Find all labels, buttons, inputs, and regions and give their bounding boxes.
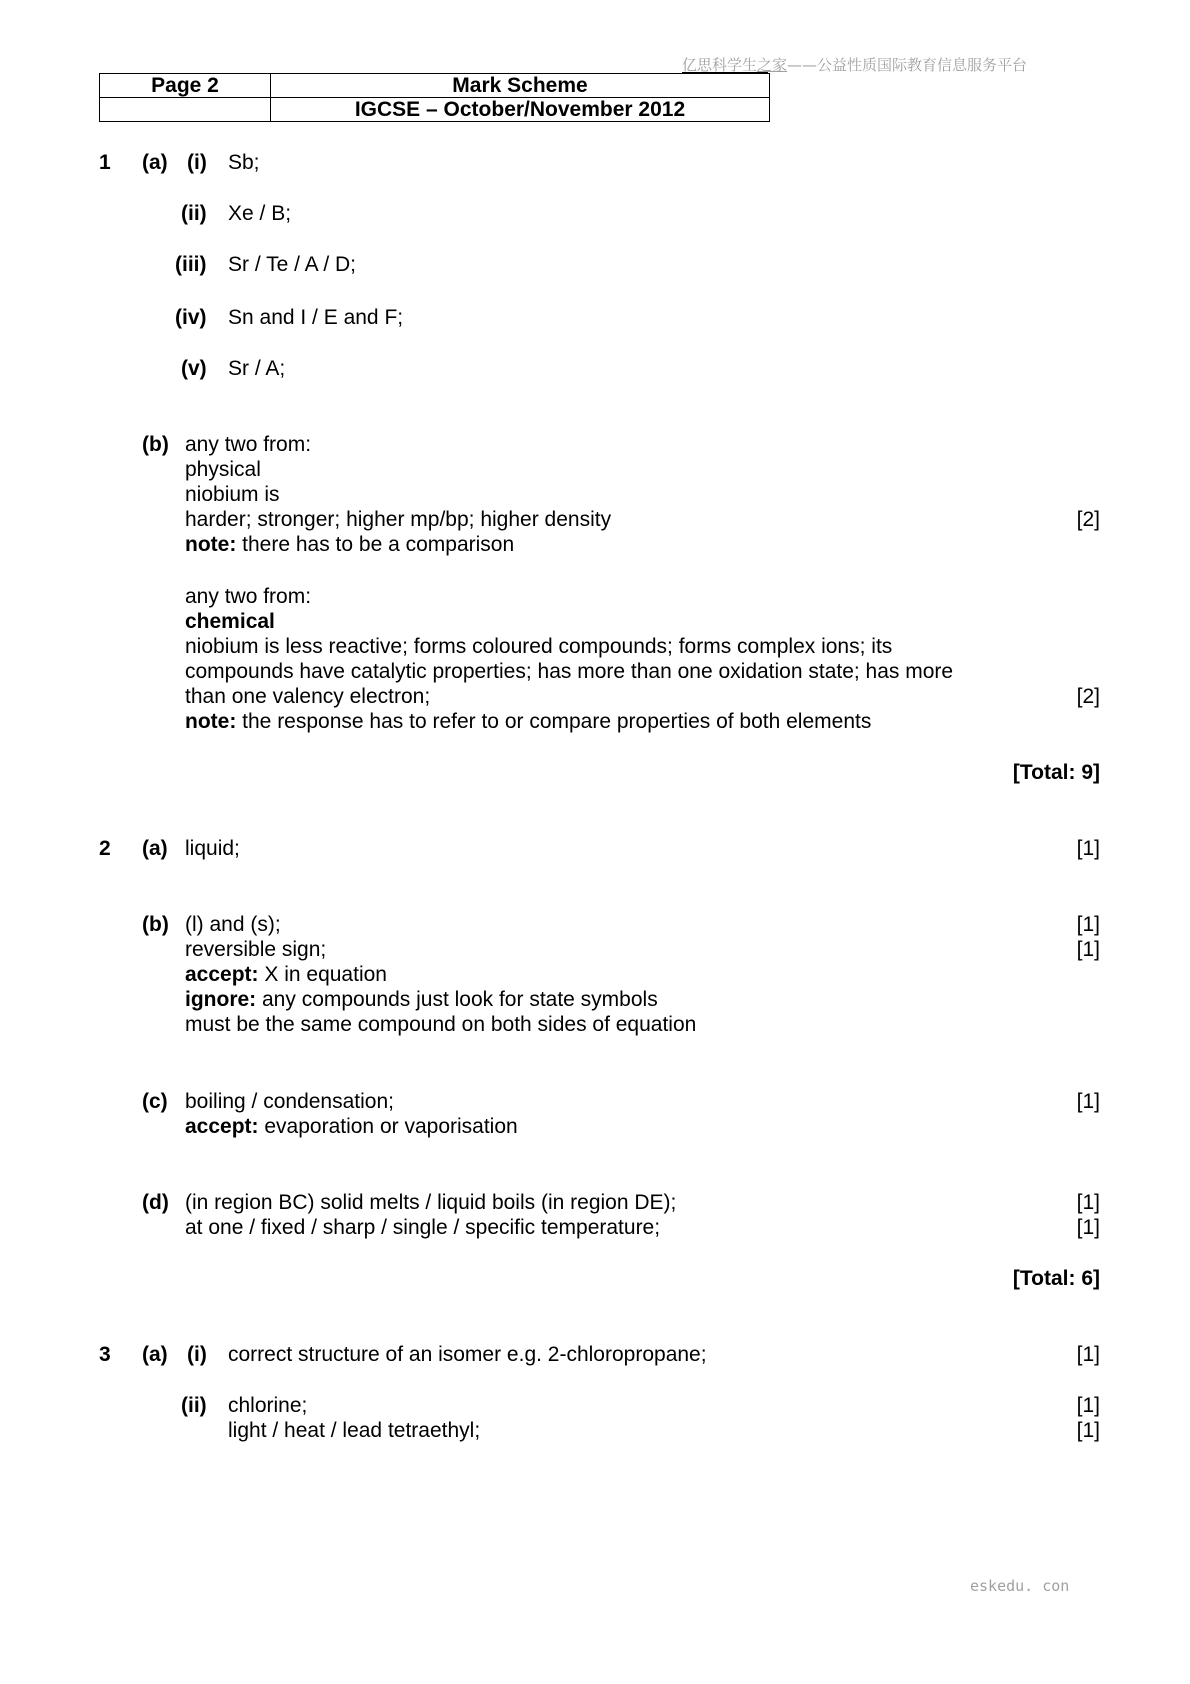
q2-b-accept: accept: X in equation: [185, 963, 387, 986]
q2-b-mark: [1]: [1076, 938, 1100, 961]
q2-number: 2: [99, 837, 111, 860]
q3-a-ii-line: light / heat / lead tetraethyl;: [228, 1419, 481, 1442]
q1-b-line: compounds have catalytic properties; has more than one oxidation state; has more: [185, 660, 954, 683]
watermark-top: 亿思科学生之家——公益性质国际教育信息服务平台: [682, 56, 1028, 74]
q2-a-answer: liquid;: [185, 837, 240, 860]
q2-a-mark: [1]: [1076, 837, 1100, 860]
q3-a-ii-label: (ii): [181, 1394, 207, 1417]
q2-total: [Total: 6]: [1012, 1267, 1100, 1290]
document-title: Mark Scheme: [271, 74, 770, 98]
q1-a-ii-label: (ii): [181, 202, 207, 225]
q2-d-line: at one / fixed / sharp / single / specific temperature;: [185, 1216, 661, 1239]
q2-d-label: (d): [142, 1191, 169, 1214]
q1-b-line: niobium is less reactive; forms coloured compounds; forms complex ions; its: [185, 635, 893, 658]
q2-b-line: must be the same compound on both sides of equation: [185, 1013, 697, 1036]
q1-b-line: than one valency electron;: [185, 685, 431, 708]
q2-d-mark: [1]: [1076, 1191, 1100, 1214]
q3-a-label: (a): [142, 1343, 168, 1366]
q2-c-accept: accept: evaporation or vaporisation: [185, 1115, 518, 1138]
q1-b-line: niobium is: [185, 483, 280, 506]
q3-number: 3: [99, 1343, 111, 1366]
q1-b-note: note: the response has to refer to or compare properties of both elements: [185, 710, 872, 733]
q3-a-i-label: (i): [187, 1343, 207, 1366]
q1-b-line: chemical: [185, 610, 275, 633]
q1-total: [Total: 9]: [1012, 761, 1100, 784]
q2-d-mark: [1]: [1076, 1216, 1100, 1239]
watermark-bottom: eskedu. con: [970, 1577, 1070, 1595]
q2-b-ignore: ignore: any compounds just look for state symbols: [185, 988, 658, 1011]
q2-d-line: (in region BC) solid melts / liquid boils (in region DE);: [185, 1191, 677, 1214]
header-table: [99, 73, 770, 122]
q1-a-v-answer: Sr / A;: [228, 357, 286, 380]
q2-b-label: (b): [142, 913, 169, 936]
q1-b-label: (b): [142, 433, 169, 456]
q3-a-i-mark: [1]: [1076, 1343, 1100, 1366]
q1-a-iii-label: (iii): [175, 253, 207, 276]
q2-b-line: reversible sign;: [185, 938, 327, 961]
q1-number: 1: [99, 151, 111, 174]
q1-a-i-answer: Sb;: [228, 151, 260, 174]
q1-a-i-label: (i): [187, 151, 207, 174]
q2-c-label: (c): [142, 1090, 168, 1113]
q1-a-iv-answer: Sn and I / E and F;: [228, 306, 404, 329]
q1-b-line: physical: [185, 458, 261, 481]
q1-b-mark: [2]: [1076, 685, 1100, 708]
q1-b-line: harder; stronger; higher mp/bp; higher density: [185, 508, 612, 531]
q3-a-ii-mark: [1]: [1076, 1419, 1100, 1442]
header-empty-cell: [100, 98, 271, 122]
q1-b-note: note: there has to be a comparison: [185, 533, 515, 556]
q1-a-label: (a): [142, 151, 168, 174]
document-subtitle: IGCSE – October/November 2012: [271, 98, 770, 122]
q2-a-label: (a): [142, 837, 168, 860]
q1-a-v-label: (v): [181, 357, 207, 380]
q1-a-iii-answer: Sr / Te / A / D;: [228, 253, 356, 276]
q1-b-line: any two from:: [185, 433, 312, 456]
q2-c-line: boiling / condensation;: [185, 1090, 394, 1113]
q3-a-ii-line: chlorine;: [228, 1394, 308, 1417]
q2-c-mark: [1]: [1076, 1090, 1100, 1113]
q3-a-ii-mark: [1]: [1076, 1394, 1100, 1417]
q1-a-ii-answer: Xe / B;: [228, 202, 292, 225]
q1-a-iv-label: (iv): [175, 306, 207, 329]
q2-b-mark: [1]: [1076, 913, 1100, 936]
q2-b-line: (l) and (s);: [185, 913, 281, 936]
q1-b-mark: [2]: [1076, 508, 1100, 531]
q1-b-line: any two from:: [185, 585, 312, 608]
q3-a-i-answer: correct structure of an isomer e.g. 2-chloropropane;: [228, 1343, 707, 1366]
page-number: Page 2: [100, 74, 271, 98]
